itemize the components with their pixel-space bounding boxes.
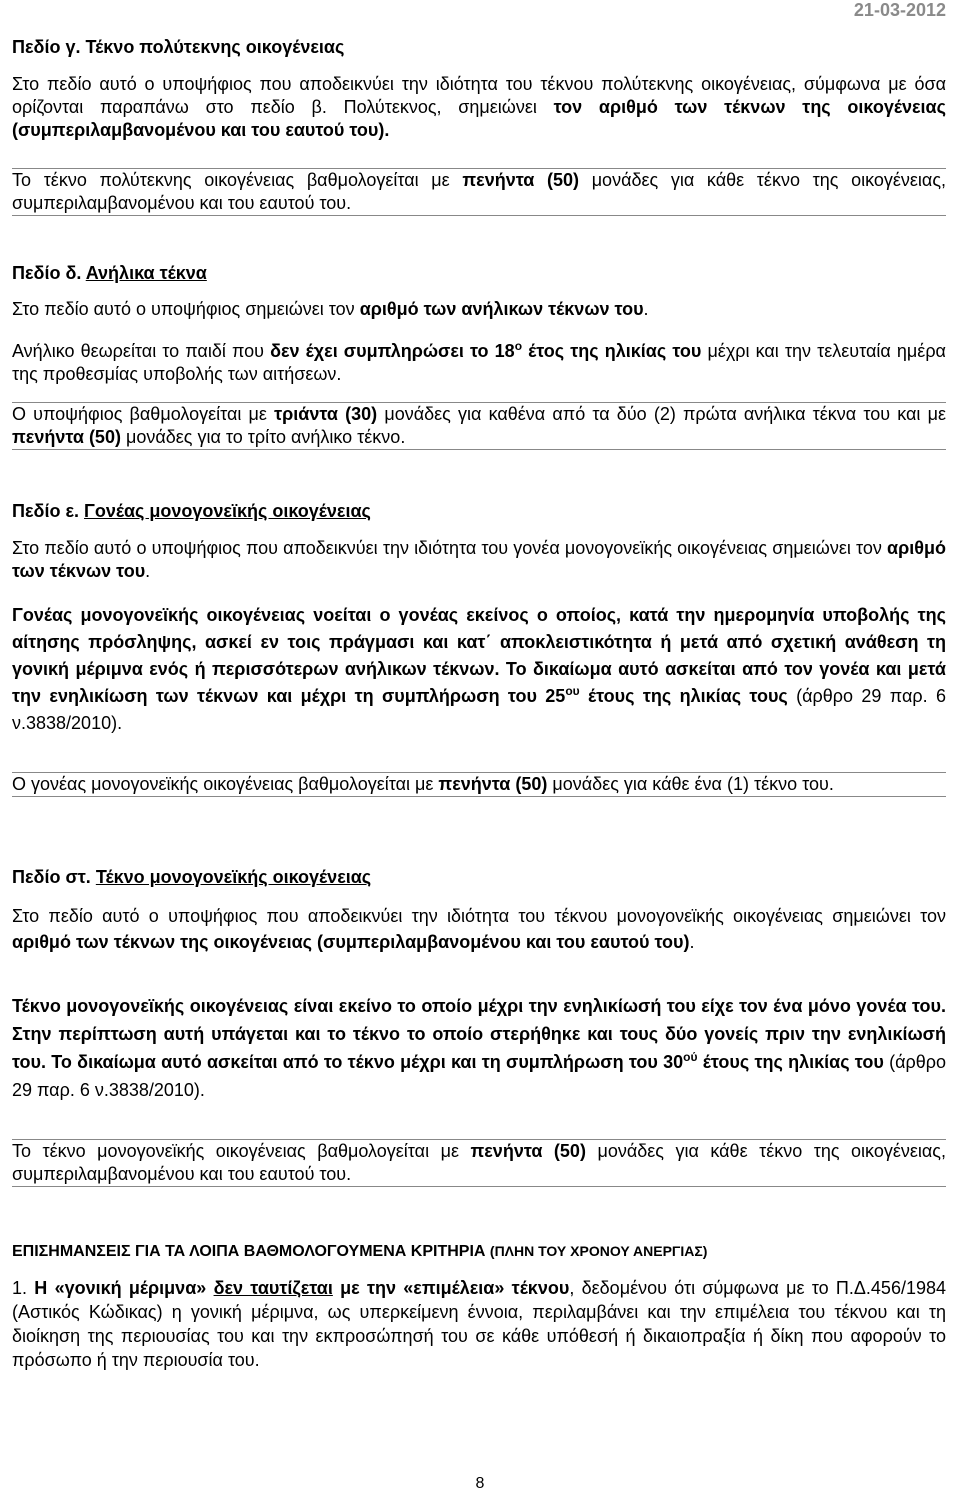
section-f-p2-bold (12, 996, 946, 1072)
section-f-paragraph-2 (12, 992, 946, 1104)
notes-item-1-bold-a: Η «γονική μέριμνα» (34, 1278, 207, 1298)
section-f-p1-end: . (689, 932, 695, 952)
section-e-paragraph-3 (12, 772, 946, 797)
section-d-p1-bold: αριθμό των ανήλικων τέκνων του (359, 299, 644, 319)
section-f-p3-bold: πενήντα (50) (470, 1141, 586, 1161)
notes-heading-text: ΕΠΙΣΗΜΑΝΣΕΙΣ ΓΙΑ ΤΑ ΛΟΙΠΑ ΒΑΘΜΟΛΟΓΟΥΜΕΝΑ ΚΡΙΤΗΡΙΑ (12, 1243, 486, 1260)
section-d-p1-text: Στο πεδίο αυτό ο υποψήφιος σημειώνει τον (12, 299, 355, 319)
section-c-p1-bold: τον αριθμό των τέκνων της οικογένειας (συμπεριλαμβανομένου και του εαυτού του). (12, 97, 946, 140)
section-c-paragraph-1 (12, 73, 946, 142)
section-d-p2-sup: ο (514, 339, 523, 353)
section-f-p1-text: Στο πεδίο αυτό ο υποψήφιος που αποδεικνύει την ιδιότητα του τέκνου μονογονεϊκής οικογένειας σημειώνει τον (12, 906, 946, 926)
section-f-prefix: Πεδίο στ. (12, 867, 91, 887)
section-d-p3-bold: τριάντα (30) (274, 404, 378, 424)
section-e-p2-text: Γονέας μονογονεϊκής οικογένειας νοείται ο γονέας εκείνος ο οποίος, κατά την ημερομηνία υποβολής της αίτησης πρόσληψης, ασκεί εν τοις πράγμασι και κατ΄ αποκλειστικότητα ή μετά από σχετική ανάθεση τη γονική μέριμνα ενός ή περισσότερων ανήλικων τέκνων. Το δικαίωμα αυτό ασκείται από τον γονέα και μετά την ενηλικίωση των τέκνων και μέχρι τη συμπλήρωση του 25 (12, 605, 946, 706)
section-c-p1-text: Στο πεδίο αυτό ο υποψήφιος που αποδεικνύει την ιδιότητα του τέκνου πολύτεκνης οικογένειας, σύμφωνα με όσα ορίζονται παραπάνω στο πεδίο β. Πολύτεκνος, σημειώνει (12, 74, 946, 117)
notes-item-1-bold-c: με την «επιμέλεια» τέκνου (340, 1278, 570, 1298)
section-d-p2-bold-text: δεν έχει συμπληρώσει το 18 (270, 341, 515, 361)
section-f-p2-sup: ού (683, 1050, 698, 1064)
section-e-paragraph-2 (12, 602, 946, 737)
header-date: 21-03-2012 (853, 0, 946, 20)
notes-heading (12, 1240, 946, 1263)
section-d-p2-bold-rest: έτος της ηλικίας του (528, 341, 702, 361)
section-d-p2-bold (270, 341, 701, 361)
section-e-p3-text: Ο γονέας μονογονεϊκής οικογένειας βαθμολογείται με (12, 774, 434, 794)
section-e-p2-ref: (άρθρο 29 παρ. 6 ν.3838/2010). (12, 686, 946, 733)
section-e-title: Γονέας μονογονεϊκής οικογένειας (84, 501, 371, 521)
section-d-p3-text: Ο υποψήφιος βαθμολογείται με (12, 404, 267, 424)
section-c-p2-bold: πενήντα (50) (462, 170, 580, 190)
section-d-p3-bold-2: πενήντα (50) (12, 427, 121, 447)
section-e-p2-bold-rest: έτους της ηλικίας τους (588, 686, 788, 706)
section-e-p3-bold: πενήντα (50) (438, 774, 548, 794)
section-f-p2-ref: (άρθρο 29 παρ. 6 ν.3838/2010). (12, 1052, 946, 1100)
section-e-p2-sup: ου (565, 684, 580, 698)
section-f-p3-end: μονάδες για κάθε τέκνο της οικογένειας, συμπεριλαμβανομένου και του εαυτού του. (12, 1141, 946, 1184)
section-d-p3-middle: μονάδες για καθένα από τα δύο (2) πρώτα ανήλικα τέκνα του και με (384, 404, 946, 424)
section-f-p3-text: Το τέκνο μονογονεϊκής οικογένειας βαθμολογείται με (12, 1141, 459, 1161)
section-c-prefix: Πεδίο γ. (12, 37, 81, 57)
notes-item-1-bold-underline: δεν ταυτίζεται (213, 1278, 333, 1298)
section-d-heading (12, 262, 946, 285)
section-e-p3-end: μονάδες για κάθε ένα (1) τέκνο του. (552, 774, 834, 794)
section-c-heading (12, 36, 946, 59)
section-e-prefix: Πεδίο ε. (12, 501, 79, 521)
section-f-p1-bold: αριθμό των τέκνων της οικογένειας (συμπεριλαμβανομένου και του εαυτού του) (12, 932, 690, 952)
section-d-paragraph-3 (12, 402, 946, 450)
section-e-heading (12, 500, 946, 523)
section-d-p1-end: . (643, 299, 649, 319)
section-c-title: Τέκνο πολύτεκνης οικογένειας (85, 37, 345, 57)
section-d-prefix: Πεδίο δ. (12, 263, 82, 283)
section-e-p1-end: . (145, 561, 151, 581)
section-f-paragraph-1 (12, 903, 946, 955)
section-f-title: Τέκνο μονογονεϊκής οικογένειας (95, 867, 372, 887)
section-d-paragraph-1 (12, 298, 946, 321)
section-d-p2-text: Ανήλικο θεωρείται το παιδί που (12, 341, 264, 361)
section-d-paragraph-2 (12, 340, 946, 386)
notes-heading-small: (ΠΛΗΝ ΤΟΥ ΧΡΟΝΟΥ ΑΝΕΡΓΙΑΣ) (489, 1243, 708, 1259)
section-f-p2-text: Τέκνο μονογονεϊκής οικογένειας είναι εκείνο το οποίο μέχρι την ενηλικίωσή του είχε τον ένα μόνο γονέα του. Στην περίπτωση αυτή υπάγεται και το τέκνο το οποίο στερήθηκε και τους δύο γονείς πριν την ενηλικίωσή του. Το δικαίωμα αυτό ασκείται από το τέκνο μέχρι και τη συμπλήρωση του 30 (12, 996, 946, 1072)
section-e-p1-text: Στο πεδίο αυτό ο υποψήφιος που αποδεικνύει την ιδιότητα του γονέα μονογονεϊκής οικογένειας σημειώνει τον (12, 538, 882, 558)
page-number: 8 (475, 1475, 485, 1492)
notes-item-1-rest: , δεδομένου ότι σύμφωνα με το Π.Δ.456/1984 (Αστικός Κώδικας) η γονική μέριμνα, ως υπερκείμενη έννοια, περιλαμβάνει και την επιμέλεια του τέκνου και τη διοίκηση της περιουσίας του και την εκπροσώπησή του σε κάθε υπόθεσή ή δικαιοπραξία ή δίκη που αφορούν το πρόσωπο ή την περιουσία του. (12, 1278, 946, 1370)
section-f-paragraph-3 (12, 1139, 946, 1187)
section-c-p2-text: Το τέκνο πολύτεκνης οικογένειας βαθμολογείται με (12, 170, 450, 190)
section-f-p2-bold-rest: έτους της ηλικίας του (702, 1052, 884, 1072)
section-f-heading (12, 866, 946, 889)
notes-item-1 (12, 1276, 946, 1372)
section-d-p3-end: μονάδες για το τρίτο ανήλικο τέκνο. (125, 427, 406, 447)
section-d-p2-rest: μέχρι και την τελευταία ημέρα της προθεσμίας υποβολής των αιτήσεων. (12, 341, 946, 384)
section-c-paragraph-2 (12, 168, 946, 216)
section-d-title: Ανήλικα τέκνα (85, 263, 207, 283)
section-c-p2-rest: μονάδες για κάθε τέκνο της οικογένειας, συμπεριλαμβανομένου και του εαυτού του. (12, 170, 947, 213)
section-e-p1-bold: αριθμό των τέκνων του (12, 538, 946, 581)
notes-item-1-number: 1. (12, 1278, 28, 1298)
section-e-paragraph-1 (12, 537, 946, 583)
